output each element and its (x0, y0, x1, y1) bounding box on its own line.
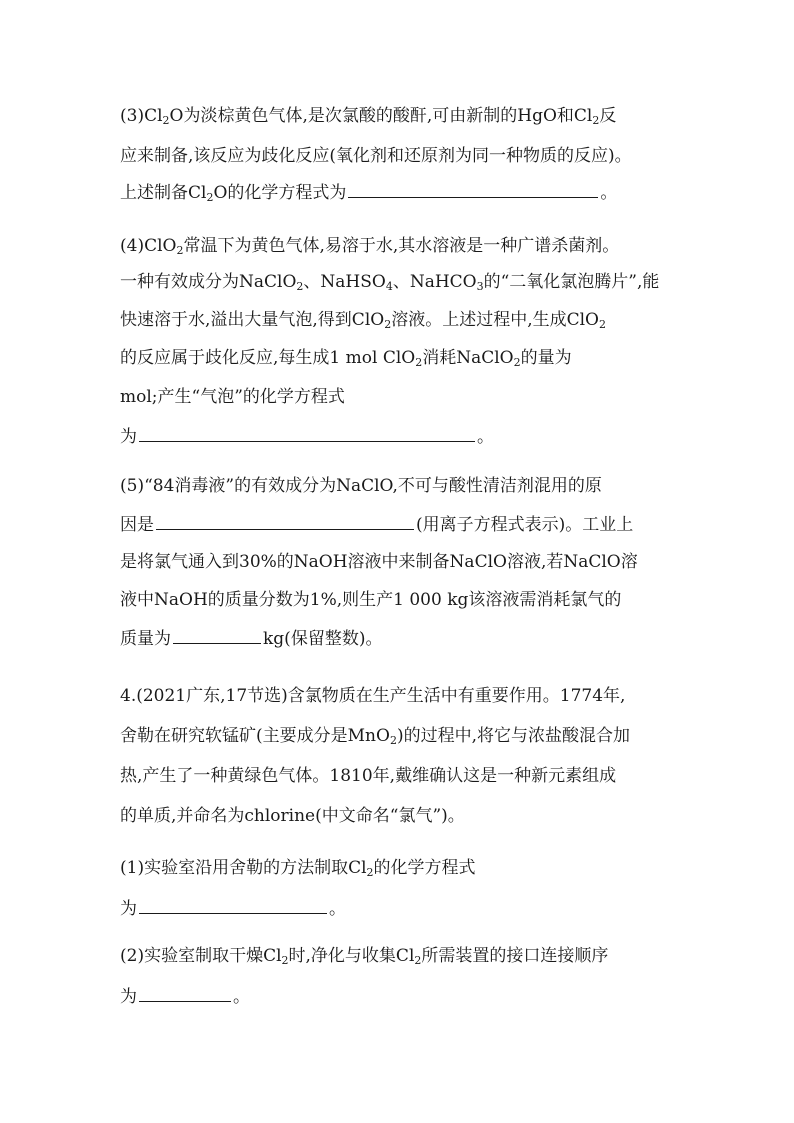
answer-blank[interactable] (348, 180, 598, 198)
answer-blank[interactable] (139, 424, 475, 442)
q5-line-2 (120, 512, 633, 536)
text: 、NaHSO (303, 272, 386, 292)
subscript: 2 (296, 280, 304, 293)
subscript: 2 (415, 356, 423, 369)
text: 。 (329, 899, 346, 919)
text: 、NaHCO (392, 272, 477, 292)
subscript: 2 (366, 866, 374, 879)
subscript: 3 (476, 280, 484, 293)
subscript: 2 (206, 191, 214, 204)
text: O为淡棕黄色气体,是次氯酸的酸酐,可由新制的HgO和Cl (169, 106, 593, 126)
q4-line-1 (120, 234, 619, 258)
answer-blank[interactable] (156, 512, 414, 530)
text: (用离子方程式表示)。工业上 (416, 515, 634, 535)
subscript: 2 (389, 734, 397, 747)
subscript: 2 (176, 244, 184, 257)
text: O的化学方程式为 (213, 183, 347, 203)
text: kg(保留整数)。 (263, 629, 383, 649)
text: 为 (120, 987, 137, 1007)
text: 因是 (120, 515, 154, 535)
text: 。 (477, 427, 494, 447)
text: 舍勒在研究软锰矿(主要成分是MnO (120, 726, 390, 746)
text: 消耗NaClO (422, 348, 514, 368)
text: 常温下为黄色气体,易溶于水,其水溶液是一种广谱杀菌剂。 (183, 236, 620, 256)
text: 的“二氧化氯泡腾片”,能 (483, 272, 660, 292)
p4q1-line-1 (120, 856, 476, 880)
text: 一种有效成分为NaClO (120, 272, 297, 292)
q5-line-3: 是将氯气通入到30%的NaOH溶液中来制备NaClO溶液,若NaClO溶 (120, 552, 638, 572)
text: 的反应属于歧化反应,每生成1 mol ClO (120, 348, 416, 368)
text: (3)Cl (120, 106, 163, 126)
q3-line-1 (120, 104, 616, 128)
subscript: 2 (384, 318, 392, 331)
text: 。 (233, 987, 250, 1007)
q3-line-3 (120, 180, 617, 204)
q4-line-2 (120, 270, 659, 294)
text: (4)ClO (120, 236, 177, 256)
subscript: 4 (385, 280, 393, 293)
text: (1)实验室沿用舍勒的方法制取Cl (120, 858, 367, 878)
text: 时,净化与收集Cl (288, 946, 415, 966)
answer-blank[interactable] (173, 626, 261, 644)
q4-line-5: mol;产生“气泡”的化学方程式 (120, 387, 345, 407)
p4q1-line-2 (120, 896, 346, 920)
text: 质量为 (120, 629, 171, 649)
answer-blank[interactable] (139, 896, 327, 914)
q3-line-2: 应来制备,该反应为歧化反应(氧化剂和还原剂为同一种物质的反应)。 (120, 146, 632, 166)
text: 的量为 (520, 348, 572, 368)
subscript: 2 (281, 954, 289, 967)
q5-line-5 (120, 626, 382, 650)
text: 。 (600, 183, 618, 203)
text: 的化学方程式 (373, 858, 476, 878)
text: 上述制备Cl (120, 183, 207, 203)
text: 溶液。上述过程中,生成ClO (391, 310, 599, 330)
subscript: 2 (414, 954, 422, 967)
subscript: 2 (513, 356, 521, 369)
subscript: 2 (592, 114, 600, 127)
q4-line-4 (120, 346, 572, 370)
q5-line-4: 液中NaOH的质量分数为1%,则生产1 000 kg该溶液需消耗氯气的 (120, 590, 622, 610)
text: 快速溶于水,溢出大量气泡,得到ClO (120, 310, 385, 330)
text: (2)实验室制取干燥Cl (120, 946, 282, 966)
subscript: 2 (599, 318, 606, 331)
subscript: 2 (162, 114, 170, 127)
text: 为 (120, 427, 137, 447)
q4-line-6 (120, 424, 494, 448)
text: )的过程中,将它与浓盐酸混合加 (396, 726, 630, 746)
p4q2-line-2 (120, 984, 250, 1008)
p4-line-2 (120, 724, 630, 748)
text: 反 (599, 106, 617, 126)
text: 所需装置的接口连接顺序 (421, 946, 609, 966)
p4q2-line-1 (120, 944, 608, 968)
text: 为 (120, 899, 137, 919)
p4-line-1: 4.(2021广东,17节选)含氯物质在生产生活中有重要作用。1774年, (120, 686, 626, 706)
p4-line-4: 的单质,并命名为chlorine(中文命名“氯气”)。 (120, 806, 465, 826)
answer-blank[interactable] (139, 984, 231, 1002)
p4-line-3: 热,产生了一种黄绿色气体。1810年,戴维确认这是一种新元素组成 (120, 766, 617, 786)
q4-line-3 (120, 308, 606, 332)
q5-line-1: (5)“84消毒液”的有效成分为NaClO,不可与酸性清洁剂混用的原 (120, 476, 602, 496)
